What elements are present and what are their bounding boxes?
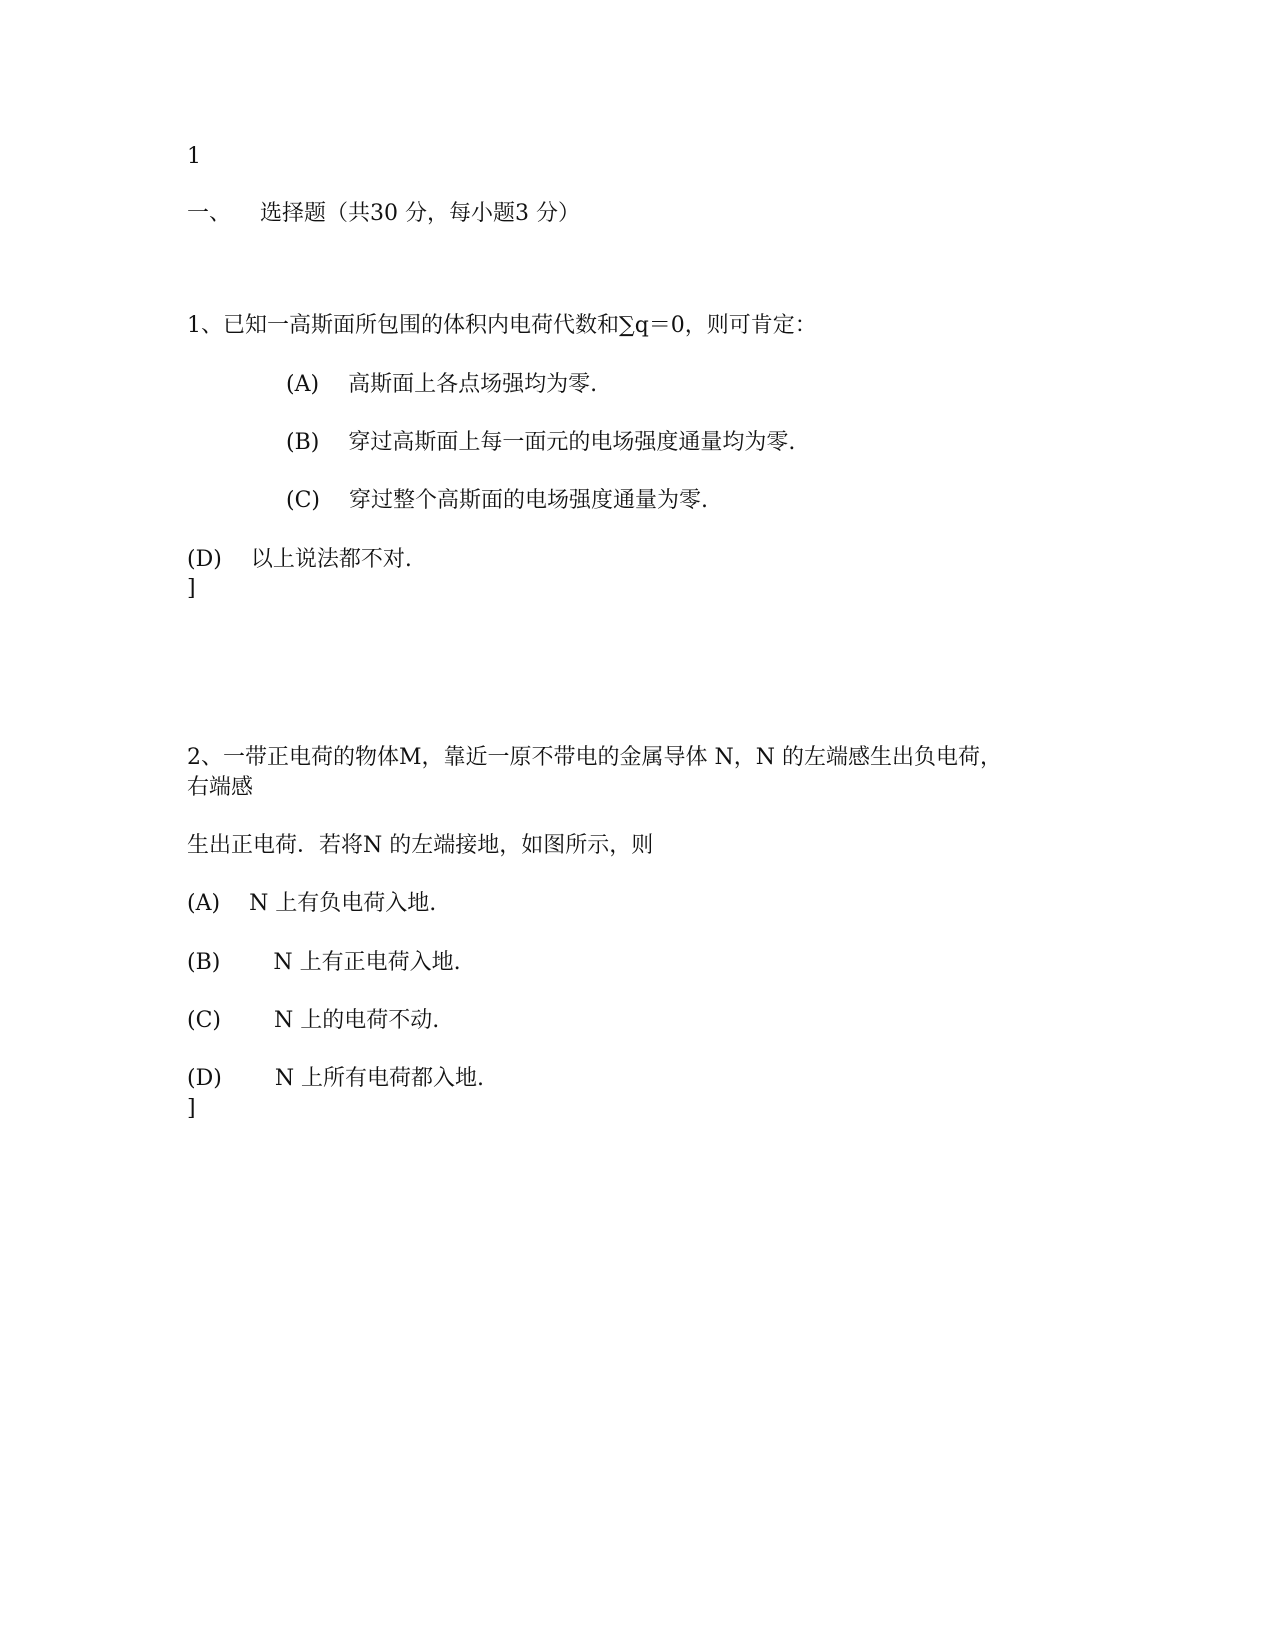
option-label: (C) (187, 1008, 221, 1033)
question-2-stem-line-2: 右端感 (187, 775, 254, 800)
question-2-stem-line-1: 2、一带正电荷的物体M，靠近一原不带电的金属导体 N，N 的左端感生出负电荷， (187, 745, 1003, 770)
option-text: 以上说法都不对. (250, 547, 412, 572)
page-number: 1 (187, 144, 201, 169)
q1-answer-bracket: ] (187, 576, 196, 601)
option-label: (A) (187, 891, 221, 916)
option-label: (D) (187, 547, 222, 572)
option-label: (A) (286, 372, 320, 397)
option-text: 穿过整个高斯面的电场强度通量为零. (349, 488, 708, 513)
q2-answer-bracket: ] (187, 1096, 196, 1121)
q2-option-d (187, 1066, 484, 1092)
section-number: 一、 (187, 201, 232, 226)
q2-option-b (187, 950, 461, 976)
option-text: 高斯面上各点场强均为零. (348, 372, 598, 397)
option-text: 穿过高斯面上每一面元的电场强度通量均为零. (348, 430, 796, 455)
q1-option-c (286, 488, 708, 514)
q1-option-d (187, 547, 412, 573)
option-text: N 上有负电荷入地. (249, 891, 437, 916)
q2-option-a (187, 891, 436, 917)
option-text: N 上有正电荷入地. (273, 950, 461, 975)
option-text: N 上所有电荷都入地. (274, 1066, 485, 1091)
section-heading (187, 201, 580, 227)
q1-option-a (286, 372, 597, 398)
q1-option-b (286, 430, 795, 456)
option-label: (C) (286, 488, 320, 513)
option-label: (D) (187, 1066, 222, 1091)
option-label: (B) (286, 430, 320, 455)
q2-option-c (187, 1008, 439, 1034)
section-title: 选择题（共30 分，每小题3 分） (260, 201, 580, 226)
question-1-stem: 1、已知一高斯面所包围的体积内电荷代数和∑q＝0，则可肯定： (187, 313, 817, 338)
option-text: N 上的电荷不动. (274, 1008, 440, 1033)
option-label: (B) (187, 950, 221, 975)
question-2-stem-line-3: 生出正电荷．若将N 的左端接地，如图所示，则 (187, 833, 654, 858)
